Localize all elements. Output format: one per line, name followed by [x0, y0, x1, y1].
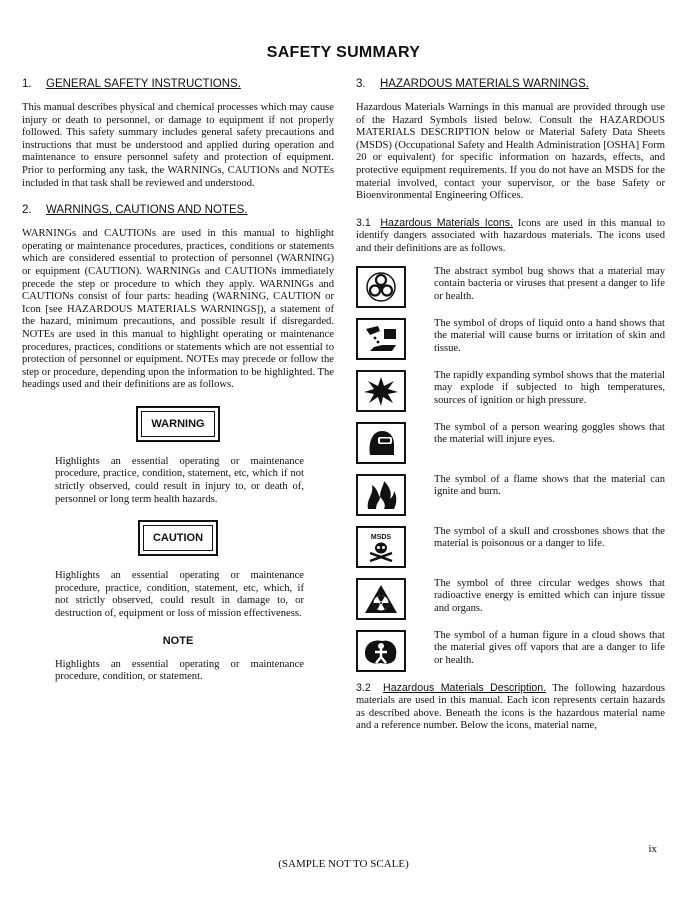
section-3-heading: [356, 78, 665, 90]
section-3-2-body: The following hazardous materials are used in this manual. Each icon represents certain hazards as described above. Beneath the icons is the hazardous material name and a reference number. Below the icons, material name,: [356, 682, 665, 732]
right-column: [356, 78, 665, 733]
biohazard-icon: [356, 266, 406, 308]
section-2-title: WARNINGS, CAUTIONS AND NOTES.: [46, 204, 248, 217]
section-3-1-body: Icons are used in this manual to identify dangers associated with hazardous materials. The icons used and their definitions are as follows.: [356, 217, 665, 254]
flame-icon: [356, 474, 406, 516]
hazard-icon-row: [356, 266, 665, 308]
caution-definition: Highlights an essential operating or maintenance procedure, practice, condition, statement, etc, which, if not strictly observed, could result in damage to, or destruction of, equipment or loss of mission effectiveness.: [55, 570, 304, 620]
hazard-icon-row: [356, 630, 665, 672]
hazard-icon-description: The rapidly expanding symbol shows that the material may explode if subjected to high temperatures, sources of ignition or high pressure.: [434, 369, 665, 406]
hazard-icon-row: [356, 578, 665, 620]
section-1-title: GENERAL SAFETY INSTRUCTIONS.: [46, 78, 241, 90]
note-label: NOTE: [162, 634, 194, 647]
section-1-heading: [22, 78, 334, 90]
section-2-heading: [22, 204, 334, 216]
section-1-number: 1.: [22, 78, 32, 90]
hazard-icon-description: The symbol of a person wearing goggles shows that the material will injure eyes.: [434, 421, 665, 446]
section-2-body: WARNINGs and CAUTIONs are used in this manual to highlight operating or maintenance procedures, practices, conditions or statements which are considered essential to protection of personnel (WARNING) or equipment (CAUTION). WARNINGs and CAUTIONs immediately precede the step or procedure to which they apply. WARNINGs and CAUTIONs consist of four parts: heading (WARNING, CAUTION or Icon [see HAZARDOUS MATERIALS WARNINGS]), a statement of the hazard, minimum precautions, and possible result if disregarded. NOTEs are used in this manual to highlight operating or maintenance procedures, practices, conditions or statements which are not essential to protection of personnel or equipment. NOTEs may precede or follow the step or procedure, depending upon the information to be highlighted. The headings used and their definitions are as follows.: [22, 228, 334, 391]
caution-label: CAUTION: [143, 525, 213, 551]
hazard-icon-description: The symbol of three circular wedges shows that radioactive energy is emitted which can injure tissue and organs.: [434, 577, 665, 614]
corrosive-icon: [356, 318, 406, 360]
hazard-icon-row: [356, 526, 665, 568]
hazard-icon-description: The abstract symbol bug shows that a material may contain bacteria or viruses that present a danger to life or health.: [434, 265, 665, 302]
section-1-body: This manual describes physical and chemical processes which may cause injury or death to personnel, or damage to equipment if not properly followed. This safety summary includes general safety precautions and instructions that must be understood and applied during operation and maintenance to ensure personnel safety and protection of equipment. Prior to performing any task, the WARNINGs, CAUTIONs and NOTEs included in that task shall be reviewed and understood.: [22, 102, 334, 189]
sample-footer: (SAMPLE NOT TO SCALE): [278, 858, 409, 870]
section-3-2-title: Hazardous Materials Description.: [383, 681, 547, 694]
hazard-icon-row: [356, 474, 665, 516]
page-title: SAFETY SUMMARY: [266, 44, 421, 61]
section-3-2-number: 3.2: [356, 681, 371, 694]
warning-definition: Highlights an essential operating or maintenance procedure, practice, condition, statement, etc, which if not strictly observed, could result in injury to, or death of, personnel or long term health hazards.: [55, 455, 304, 505]
section-3-number: 3.: [356, 78, 366, 90]
hazard-icon-row: [356, 318, 665, 360]
hazard-icon-row: [356, 422, 665, 464]
goggles-icon: [356, 422, 406, 464]
hazard-icon-row: [356, 370, 665, 412]
section-3-1-title: Hazardous Materials Icons.: [380, 216, 514, 229]
radiation-icon: [356, 578, 406, 620]
skull-crossbones-icon: [356, 526, 406, 568]
vapor-icon: [356, 630, 406, 672]
section-3-body: Hazardous Materials Warnings in this manual are provided through use of the Hazard Symbols listed below. Consult the HAZARDOUS MATERIALS DESCRIPTION below or Material Safety Data Sheets (MSDS) (Occupational Safety and Health Administration [OSHA] Form 20 or equivalent) for specific information on hazards, effects, and protective equipment requirements. If you do not have an MSDS for the material involved, contact your supervisor, or the base Safety or Bioenvironmental Engineering Offices.: [356, 102, 665, 202]
explosion-icon: [356, 370, 406, 412]
warning-label-box: [22, 406, 334, 442]
hazard-icon-description: The symbol of a flame shows that the material can ignite and burn.: [434, 473, 665, 498]
note-definition: Highlights an essential operating or maintenance procedure, condition, or statement.: [55, 658, 304, 683]
left-column: [22, 78, 334, 684]
hazard-icon-description: The symbol of a human figure in a cloud shows that the material gives off vapors that are a danger to life or health.: [434, 629, 665, 666]
section-3-title: HAZARDOUS MATERIALS WARNINGS.: [380, 78, 589, 90]
warning-label: WARNING: [141, 411, 214, 437]
msds-icon-text: MSDS: [370, 533, 392, 541]
section-2-number: 2.: [22, 204, 32, 217]
section-3-1-paragraph: [356, 217, 665, 256]
section-3-1-number: 3.1: [356, 216, 371, 229]
section-3-2-paragraph: [356, 682, 665, 733]
hazard-icon-description: The symbol of a skull and crossbones shows that the material is poisonous or a danger to life.: [434, 525, 665, 550]
caution-label-box: [22, 520, 334, 556]
page-number: ix: [648, 843, 657, 855]
hazard-icon-description: The symbol of drops of liquid onto a hand shows that the material will cause burns or irritation of skin and tissue.: [434, 317, 665, 354]
